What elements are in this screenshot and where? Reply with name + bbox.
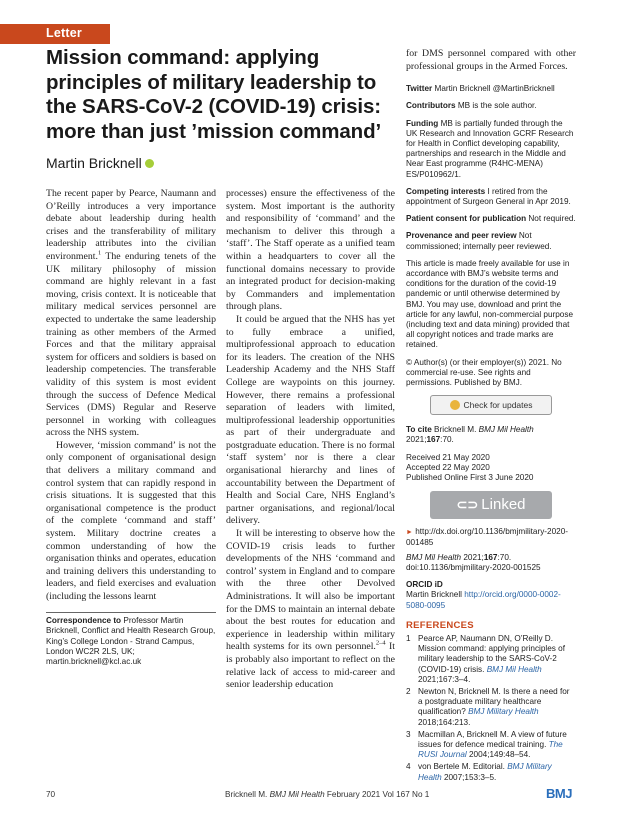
linked-doi (406, 527, 576, 548)
section-tab-label: Letter (46, 26, 82, 40)
footer-citation: Bricknell M. BMJ Mil Health February 2021 Vol 167 No 1 (225, 790, 430, 799)
update-badge-icon (450, 400, 460, 410)
funding-info: Funding MB is partially funded through the UK Research and Innovation GCRF Research for Health in Conflict developing capability, partnerships and research in the Middle and Near East programme (R4HC-MENA) ES/P010962/1. (406, 118, 574, 179)
reference-journal-link[interactable]: The RUSI Journal (418, 739, 563, 760)
references-list (406, 634, 576, 783)
doi-link[interactable]: http://dx.doi.org/10.1136/bmjmilitary-2020-001485 (406, 527, 568, 548)
paragraph: It will be interesting to observe how the COVID-19 crisis leads to further developments of the NHS ‘command and control’ system in England and to compare with the three other Devolved Administrations. It will also be important for the DMS to maintain an internal debate about the best routes for education and experience in leadership within military health systems for its own personnel.$^{2-4}$ It is probably also important to reflect on the relative lack of access to mid-career and senior leadership education (226, 528, 395, 691)
reference-journal-link[interactable]: BMJ Mil Health (486, 664, 542, 674)
competing-interests: Competing interests I retired from the appointment of Surgeon General in Apr 2019. (406, 186, 571, 207)
paragraph: for DMS personnel compared with other professional groups in the Armed Forces. (406, 48, 576, 72)
link-icon: ⊂⊃ (456, 497, 479, 513)
patient-consent: Patient consent for publication Not required. (406, 214, 576, 224)
twitter-info: Twitter Martin Bricknell @MartinBricknell (406, 84, 555, 94)
paragraph: processes) ensure the effectiveness of the system. Most important is the authority and responsibility of ‘command’ and the mechanism to deliver this through a ‘staff’. The Staff operate as a unified team within a headquarters to cover all the functional domains necessary to provide an integrated product for decision-making by Commanders and implementation through plans. (226, 188, 395, 313)
contributors-info: Contributors MB is the sole author. (406, 101, 537, 111)
orcid-link[interactable]: http://orcid.org/0000-0002-5080-0095 (406, 590, 561, 610)
correspondence: Correspondence to Professor Martin Bricknell, Conflict and Health Research Group, King’s College London - Strand Campus, London WC2R 2LS, UK; martin.bricknell@kcl.ac.uk (46, 612, 216, 667)
doi-citation: BMJ Mil Health 2021;167:70. doi:10.1136/bmjmilitary-2020-001525 (406, 552, 541, 572)
reference-item: 4 von Bertele M. Editorial. BMJ Military Health 2007;153:3–5. (406, 762, 552, 782)
orcid-section: ORCID iD Martin Bricknell http://orcid.org/0000-0002-5080-0095 (406, 580, 561, 610)
reference-item: 1 Pearce AP, Naumann DN, O’Reilly D. Mission command: applying principles of military leadership to the SARS-CoV-2 (COVID-19) crisis. BMJ Mil Health 2021;167:3–4. (406, 633, 565, 684)
reference-item: 3 Macmillan A, Bricknell M. A view of future issues for defence medical training. The RUSI Journal 2004;149:48–54. (406, 729, 567, 760)
reference-journal-link[interactable]: BMJ Military Health (418, 762, 552, 782)
paragraph: The recent paper by Pearce, Naumann and O’Reilly introduces a very importance debate about leadership during health crises and the transferability of military leadership attributes into the civilian environment.$^1$ The enduring tenets of the UK military philosophy of mission command are highly relevant in a fast moving, crisis context. It is noticeable that military medical services personnel are expected to undertake the same leadership training as other members of the Armed Forces and that the military appraisal system for officers and soldiers is based on leadership competencies. The transferable validity of this system is most evident through the success of Defence Medical Services (DMS) Regular and Reserve personnel in working with colleagues across the NHS system. (46, 188, 216, 439)
open-access-note: This article is made freely available for use in accordance with BMJ’s website terms and conditions for the duration of the covid-19 pandemic or until otherwise determined by BMJ. You may use, download and print the article for any lawful, non-commercial purpose (including text and data mining) provided that all copyright notices and trade marks are retained. (406, 258, 574, 350)
paragraph: It could be argued that the NHS has yet to fully embrace a unified, multiprofessional approach to education for its leaders. The creation of the NHS Leadership Academy and the NHS Staff College are waypoints on this journey. However, there remains a professional separation of leaders with limited, multiprofessional leadership opportunities as part of their undergraduate and postgraduate education. There is no formal ‘staff system’ nor is there a clear organisational hierarchy and lines of accountability between the Department of Health and Social Care, NHS England’s partner organisations, and regional/local delivery. (226, 313, 395, 527)
copyright-note: © Author(s) (or their employer(s)) 2021. No commercial re-use. See rights and permissions. Published by BMJ. (406, 357, 562, 388)
citation-link[interactable]: 1 (97, 249, 102, 257)
article-title: Mission command: applying principles of military leadership to the SARS-CoV-2 (COVID-19) crisis: more than just ’mission command’ (46, 46, 382, 143)
provenance-info: Provenance and peer review Not commissioned; internally peer reviewed. (406, 231, 552, 251)
section-tab (0, 24, 110, 44)
check-for-updates-button[interactable]: Check for updates (430, 395, 552, 415)
received-date: Received 21 May 2020 (406, 452, 490, 462)
author-name[interactable]: Martin Bricknell (46, 155, 142, 171)
cite-info: To cite Bricknell M. BMJ Mil Health 2021;167:70. (406, 425, 534, 445)
orcid-icon[interactable] (145, 159, 154, 168)
triangle-icon: ► (406, 529, 413, 537)
body-column-1 (46, 188, 216, 604)
citation-link[interactable]: 2–4 (375, 640, 386, 648)
bmj-logo[interactable]: BMJ (546, 786, 572, 801)
linked-article-badge[interactable]: ⊂⊃ Linked (430, 491, 552, 519)
page-number: 70 (46, 790, 56, 799)
reference-journal-link[interactable]: BMJ Military Health (468, 707, 539, 717)
body-column-2 (226, 188, 395, 692)
author-line (46, 155, 154, 171)
sidebar-column (406, 48, 576, 785)
accepted-date: Accepted 22 May 2020 (406, 462, 490, 472)
reference-item: 2 Newton N, Bricknell M. Is there a need for a postgraduate military healthcare qualification? BMJ Military Health 2018;164:213. (406, 686, 570, 727)
published-date: Published Online First 3 June 2020 (406, 473, 534, 483)
references-heading: REFERENCES (406, 619, 474, 631)
paragraph: However, ‘mission command’ is not the only component of organisational design that delivers a military command and control system that can rapidly respond in crisis situations. It is suggested that this organisational competence is the product of the complete ‘command and staff’ system. Military doctrine creates a common understanding of how the organisation thinks and operates, education and training delivers this understanding to leaders, and field exercises and evaluation (including the lessons learnt (46, 439, 216, 602)
dates (406, 453, 576, 484)
